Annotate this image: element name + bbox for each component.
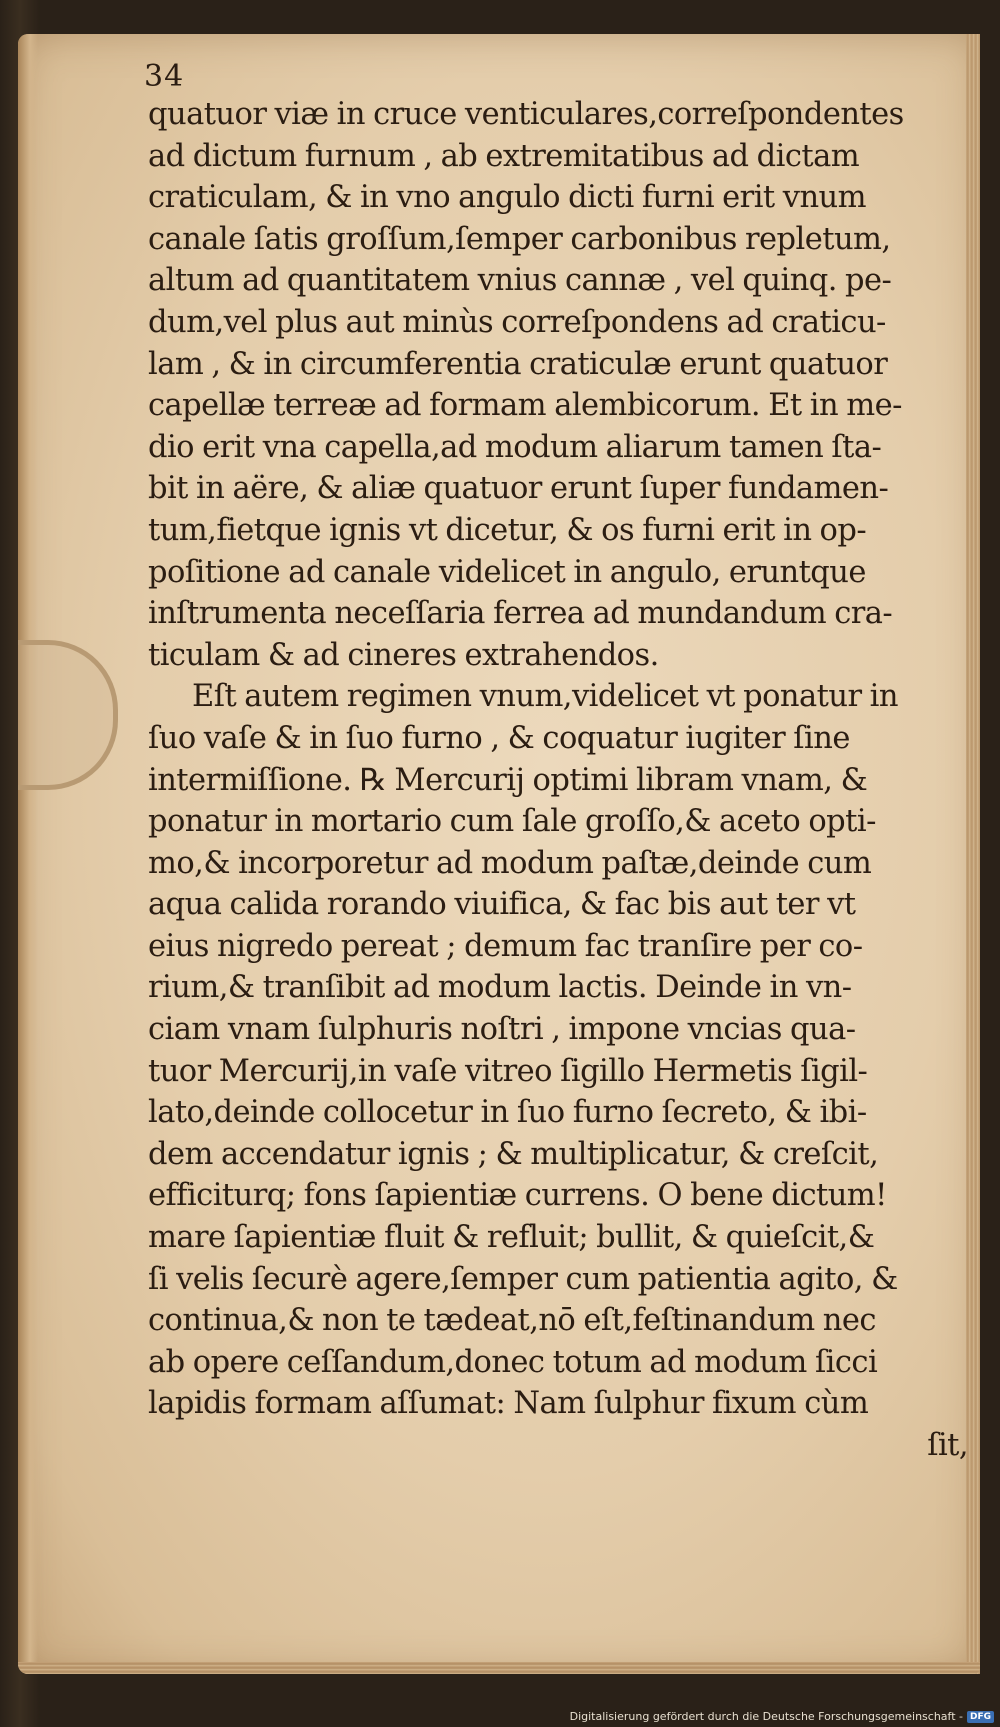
page-bottom-edge: [18, 1662, 980, 1674]
text-line: Eſt autem regimen vnum,videlicet vt ponatur in: [192, 679, 898, 715]
text-line: inſtrumenta neceſſaria ferrea ad mundandum cra-: [148, 596, 893, 632]
text-line: lam , & in circumferentia craticulæ erunt quatuor: [148, 346, 888, 382]
text-line: ſuo vaſe & in ſuo furno , & coquatur iugiter ſine: [148, 720, 850, 756]
text-line: ſi velis ſecurè agere,ſemper cum patientia agito, &: [148, 1261, 898, 1297]
text-line: poſitione ad canale videlicet in angulo, eruntque: [148, 554, 866, 590]
text-line: intermiſſione. ℞ Mercurij optimi libram vnam, &: [148, 762, 868, 798]
text-line: bit in aëre, & aliæ quatuor erunt ſuper fundamen-: [148, 471, 889, 507]
text-line: eius nigredo pereat ; demum fac tranſire per co-: [148, 928, 863, 964]
text-line: ab opere ceſſandum,donec totum ad modum ſicci: [148, 1344, 878, 1380]
page-number: 34: [144, 59, 185, 94]
text-line: craticulam, & in vno angulo dicti furni erit vnum: [148, 180, 867, 216]
page-fore-edge: [966, 34, 980, 1674]
text-line: continua,& non te tædeat,nō eſt,feſtinandum nec: [148, 1303, 876, 1339]
text-line: altum ad quantitatem vnius cannæ , vel quinq. pe-: [148, 263, 892, 299]
text-line: aqua calida rorando viuifica, & fac bis aut ter vt: [148, 887, 856, 923]
credit-text: Digitalisierung gefördert durch die Deutsche Forschungsgemeinschaft -: [569, 1710, 963, 1723]
text-line: lato,deinde collocetur in ſuo furno ſecreto, & ibi-: [148, 1095, 867, 1131]
catchword: ſit,: [927, 1428, 968, 1463]
page-gutter-edge: [18, 34, 38, 1674]
text-line: ciam vnam ſulphuris noſtri , impone vncias qua-: [148, 1012, 856, 1048]
digitization-credit: [570, 1710, 994, 1723]
dfg-logo: DFG: [967, 1711, 994, 1723]
text-line: capellæ terreæ ad formam alembicorum. Et in me-: [148, 388, 902, 424]
text-line: dio erit vna capella,ad modum aliarum tamen ſta-: [148, 429, 882, 465]
text-line: dem accendatur ignis ; & multiplicatur, & creſcit,: [148, 1136, 879, 1172]
text-line: ticulam & ad cineres extrahendos.: [148, 637, 659, 673]
text-line: dum,vel plus aut minùs correſpondens ad craticu-: [148, 304, 886, 340]
text-line: ponatur in mortario cum ſale groſſo,& aceto opti-: [148, 804, 876, 840]
text-block: [144, 59, 968, 1467]
text-line: canale ſatis groſſum,ſemper carbonibus repletum,: [148, 221, 891, 257]
text-line: quatuor viæ in cruce venticulares,correſpondentes: [148, 97, 904, 132]
text-line: tuor Mercurij,in vaſe vitreo ſigillo Hermetis ſigil-: [148, 1053, 868, 1089]
body-text: [148, 94, 968, 1467]
text-line: tum,fietque ignis vt dicetur, & os furni erit in op-: [148, 512, 867, 548]
text-line: ad dictum furnum , ab extremitatibus ad dictam: [148, 138, 860, 174]
book-clasp: [18, 640, 118, 790]
text-line: rium,& tranſibit ad modum lactis. Deinde in vn-: [148, 970, 852, 1006]
text-line: mare ſapientiæ fluit & refluit; bullit, & quieſcit,&: [148, 1220, 875, 1256]
text-line: mo,& incorporetur ad modum paſtæ,deinde cum: [148, 845, 872, 881]
text-line: lapidis formam aſſumat: Nam ſulphur fixum cùm: [148, 1386, 869, 1422]
text-line: efficiturq; fons ſapientiæ currens. O bene dictum!: [148, 1178, 887, 1214]
